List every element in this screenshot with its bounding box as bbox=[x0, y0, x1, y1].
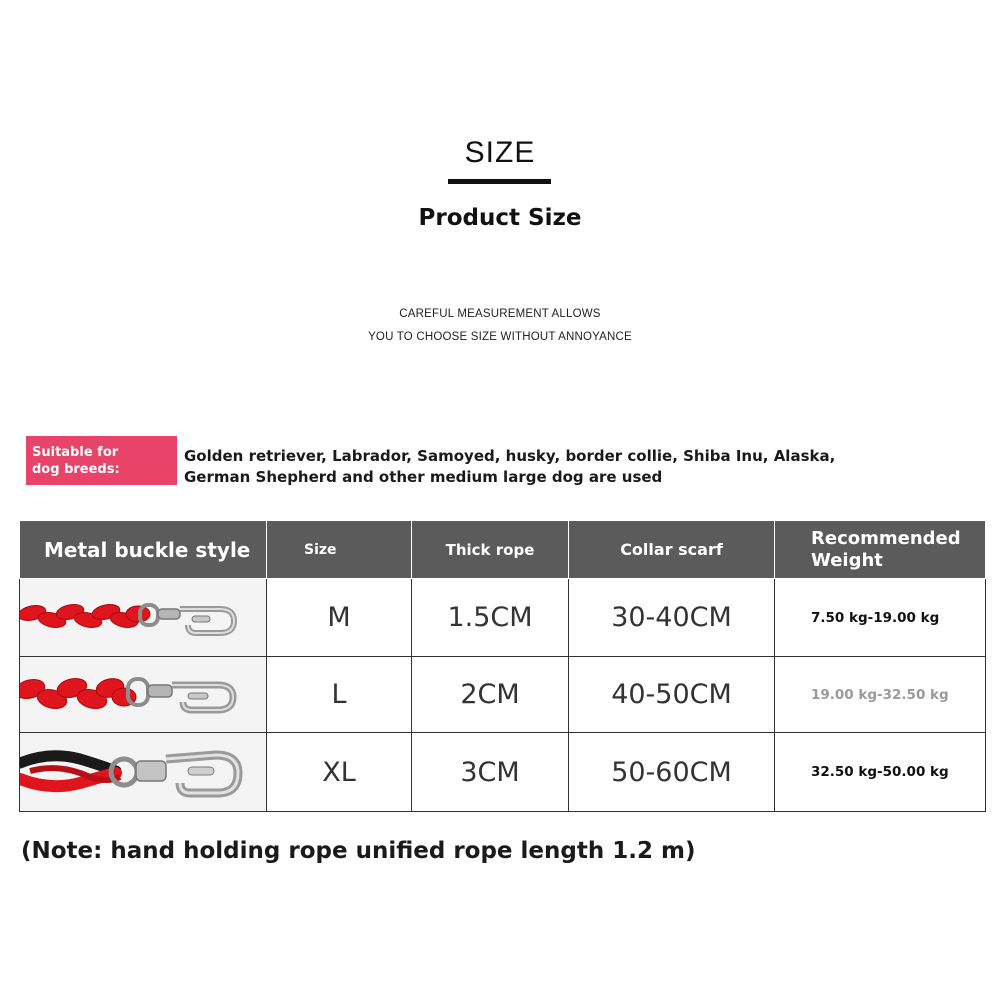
table-row bbox=[20, 657, 986, 733]
tagline-line-2: YOU TO CHOOSE SIZE WITHOUT ANNOYANCE bbox=[368, 331, 632, 343]
rope-clasp-image-l bbox=[20, 657, 267, 733]
cell-size: XL bbox=[267, 733, 412, 812]
header-style: Metal buckle style bbox=[20, 521, 267, 579]
cell-weight: 19.00 kg-32.50 kg bbox=[775, 657, 986, 733]
header-size: Size bbox=[267, 521, 412, 579]
suitable-breeds-text bbox=[184, 446, 974, 488]
header-recommended-weight bbox=[775, 521, 986, 579]
cell-collar-scarf: 40-50CM bbox=[569, 657, 775, 733]
tagline-line-1: CAREFUL MEASUREMENT ALLOWS bbox=[399, 308, 601, 320]
header-weight-line-1: Recommended bbox=[811, 527, 961, 549]
red-braided-rope-clasp-icon bbox=[20, 579, 267, 656]
cell-size: L bbox=[267, 657, 412, 733]
table-row bbox=[20, 579, 986, 657]
size-table bbox=[19, 520, 986, 812]
table-header-row bbox=[20, 521, 986, 579]
breeds-line-1: Golden retriever, Labrador, Samoyed, husky, border collie, Shiba Inu, Alaska, bbox=[184, 447, 836, 465]
header-weight-line-2: Weight bbox=[811, 549, 883, 571]
badge-line-1: Suitable for bbox=[32, 445, 119, 460]
cell-weight: 32.50 kg-50.00 kg bbox=[775, 733, 986, 812]
red-black-rope-clasp-icon bbox=[20, 733, 267, 811]
page-title: SIZE bbox=[464, 136, 536, 169]
suitable-breeds-badge bbox=[26, 436, 177, 485]
badge-line-2: dog breeds: bbox=[32, 462, 120, 477]
cell-weight: 7.50 kg-19.00 kg bbox=[775, 579, 986, 657]
table-row bbox=[20, 733, 986, 812]
cell-collar-scarf: 30-40CM bbox=[569, 579, 775, 657]
page-subtitle: Product Size bbox=[418, 205, 582, 231]
breeds-line-2: German Shepherd and other medium large dog are used bbox=[184, 468, 663, 486]
cell-thick-rope: 1.5CM bbox=[412, 579, 569, 657]
cell-thick-rope: 2CM bbox=[412, 657, 569, 733]
header-thick-rope: Thick rope bbox=[412, 521, 569, 579]
red-braided-rope-clasp-icon bbox=[20, 657, 267, 732]
rope-clasp-image-xl bbox=[20, 733, 267, 812]
cell-size: M bbox=[267, 579, 412, 657]
rope-length-note: (Note: hand holding rope unified rope length 1.2 m) bbox=[21, 838, 696, 864]
rope-clasp-image-m bbox=[20, 579, 267, 657]
cell-thick-rope: 3CM bbox=[412, 733, 569, 812]
title-underline bbox=[448, 179, 551, 184]
header-collar-scarf: Collar scarf bbox=[569, 521, 775, 579]
cell-collar-scarf: 50-60CM bbox=[569, 733, 775, 812]
